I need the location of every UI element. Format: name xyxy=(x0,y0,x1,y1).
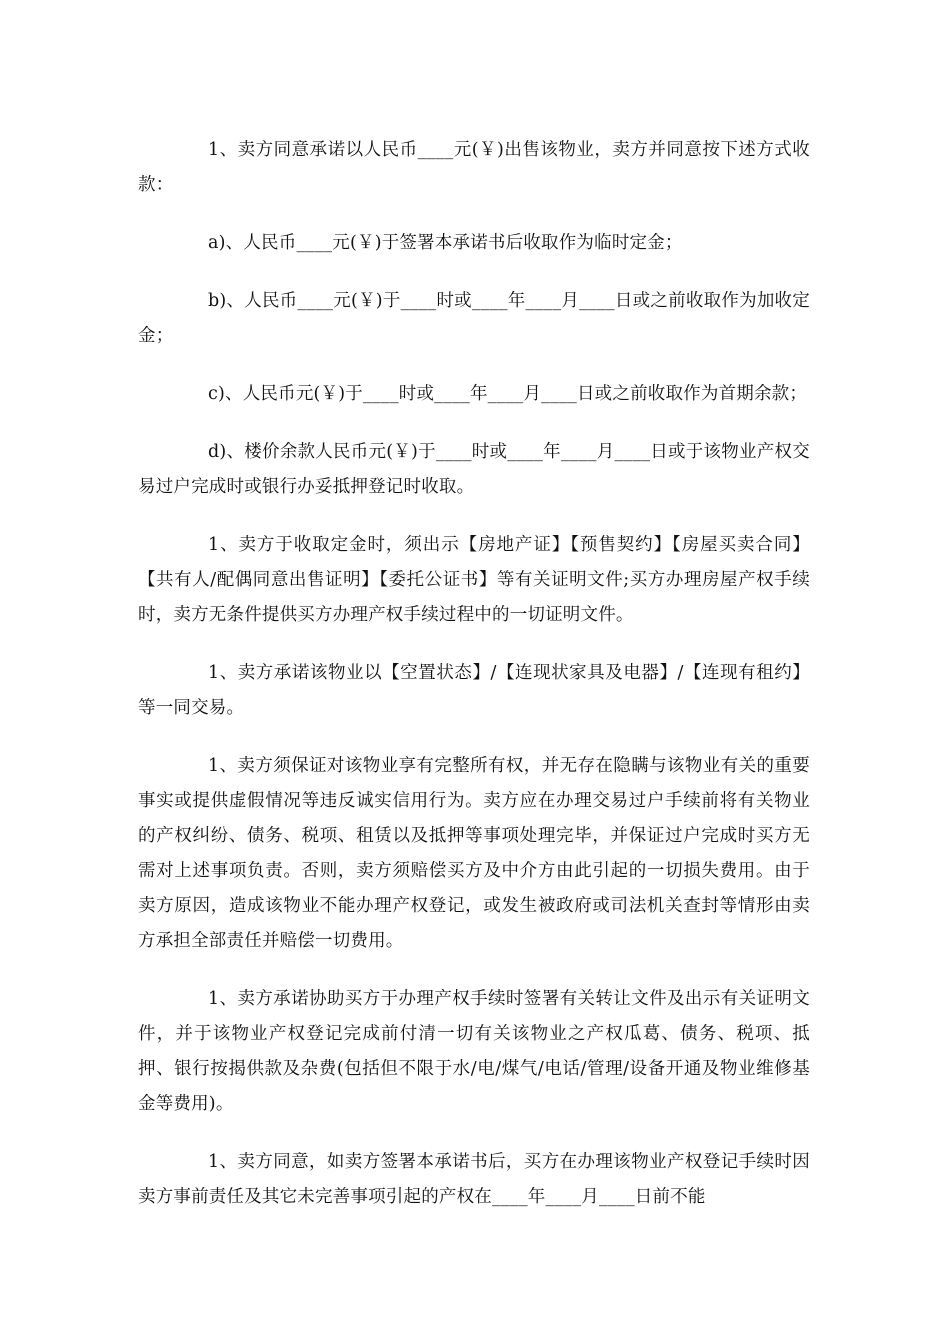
paragraph-item-c: c)、人民币元(￥)于____时或____年____月____日或之前收取作为首期余款； xyxy=(208,384,808,404)
paragraph-ownership-guarantee: 1、卖方须保证对该物业享有完整所有权，并无存在隐瞒与该物业有关的重要事实或提供虚假情况等违反诚实信用行为。卖方应在办理交易过户手续前将有关物业的产权纠纷、债务、税项、租赁以及抵押等事项处理完毕，并保证过户完成时买方无需对上述事项负责。否则，卖方须赔偿买方及中介方由此引起的一切损失费用。由于卖方原因，造成该物业不能办理产权登记，或发生被政府或司法机关查封等情形由卖方承担全部责任并赔偿一切费用。 xyxy=(138,756,810,951)
paragraph-item-a: a)、人民币____元(￥)于签署本承诺书后收取作为临时定金； xyxy=(208,233,683,253)
paragraph-item-b: b)、人民币____元(￥)于____时或____年____月____日或之前收取作为加收定金； xyxy=(138,291,810,346)
paragraph-item-d: d)、楼价余款人民币元(￥)于____时或____年____月____日或于该物业产权交易过户完成时或银行办妥抵押登记时收取。 xyxy=(138,442,810,497)
paragraph-transfer-assistance: 1、卖方承诺协助买方于办理产权手续时签署有关转让文件及出示有关证明文件，并于该物业产权登记完成前付清一切有关该物业之产权瓜葛、债务、税项、抵押、银行按揭供款及杂费(包括但不限于水/电/煤气/电话/管理/设备开通及物业维修基金等费用)。 xyxy=(138,989,810,1114)
paragraph-seller-agreement: 1、卖方同意，如卖方签署本承诺书后，买方在办理该物业产权登记手续时因卖方事前责任及其它未完善事项引起的产权在____年____月____日前不能 xyxy=(138,1152,810,1207)
document-body xyxy=(138,133,810,1238)
paragraph-certificates: 1、卖方于收取定金时，须出示【房地产证】【预售契约】【房屋买卖合同】【共有人/配偶同意出售证明】【委托公证书】等有关证明文件;买方办理房屋产权手续时，卖方无条件提供买方办理产权手续过程中的一切证明文件。 xyxy=(138,535,810,625)
paragraph-price-and-payment: 1、卖方同意承诺以人民币____元(￥)出售该物业，卖方并同意按下述方式收款： xyxy=(138,140,810,195)
paragraph-property-state: 1、卖方承诺该物业以【空置状态】/【连现状家具及电器】/【连现有租约】等一同交易。 xyxy=(138,663,810,718)
